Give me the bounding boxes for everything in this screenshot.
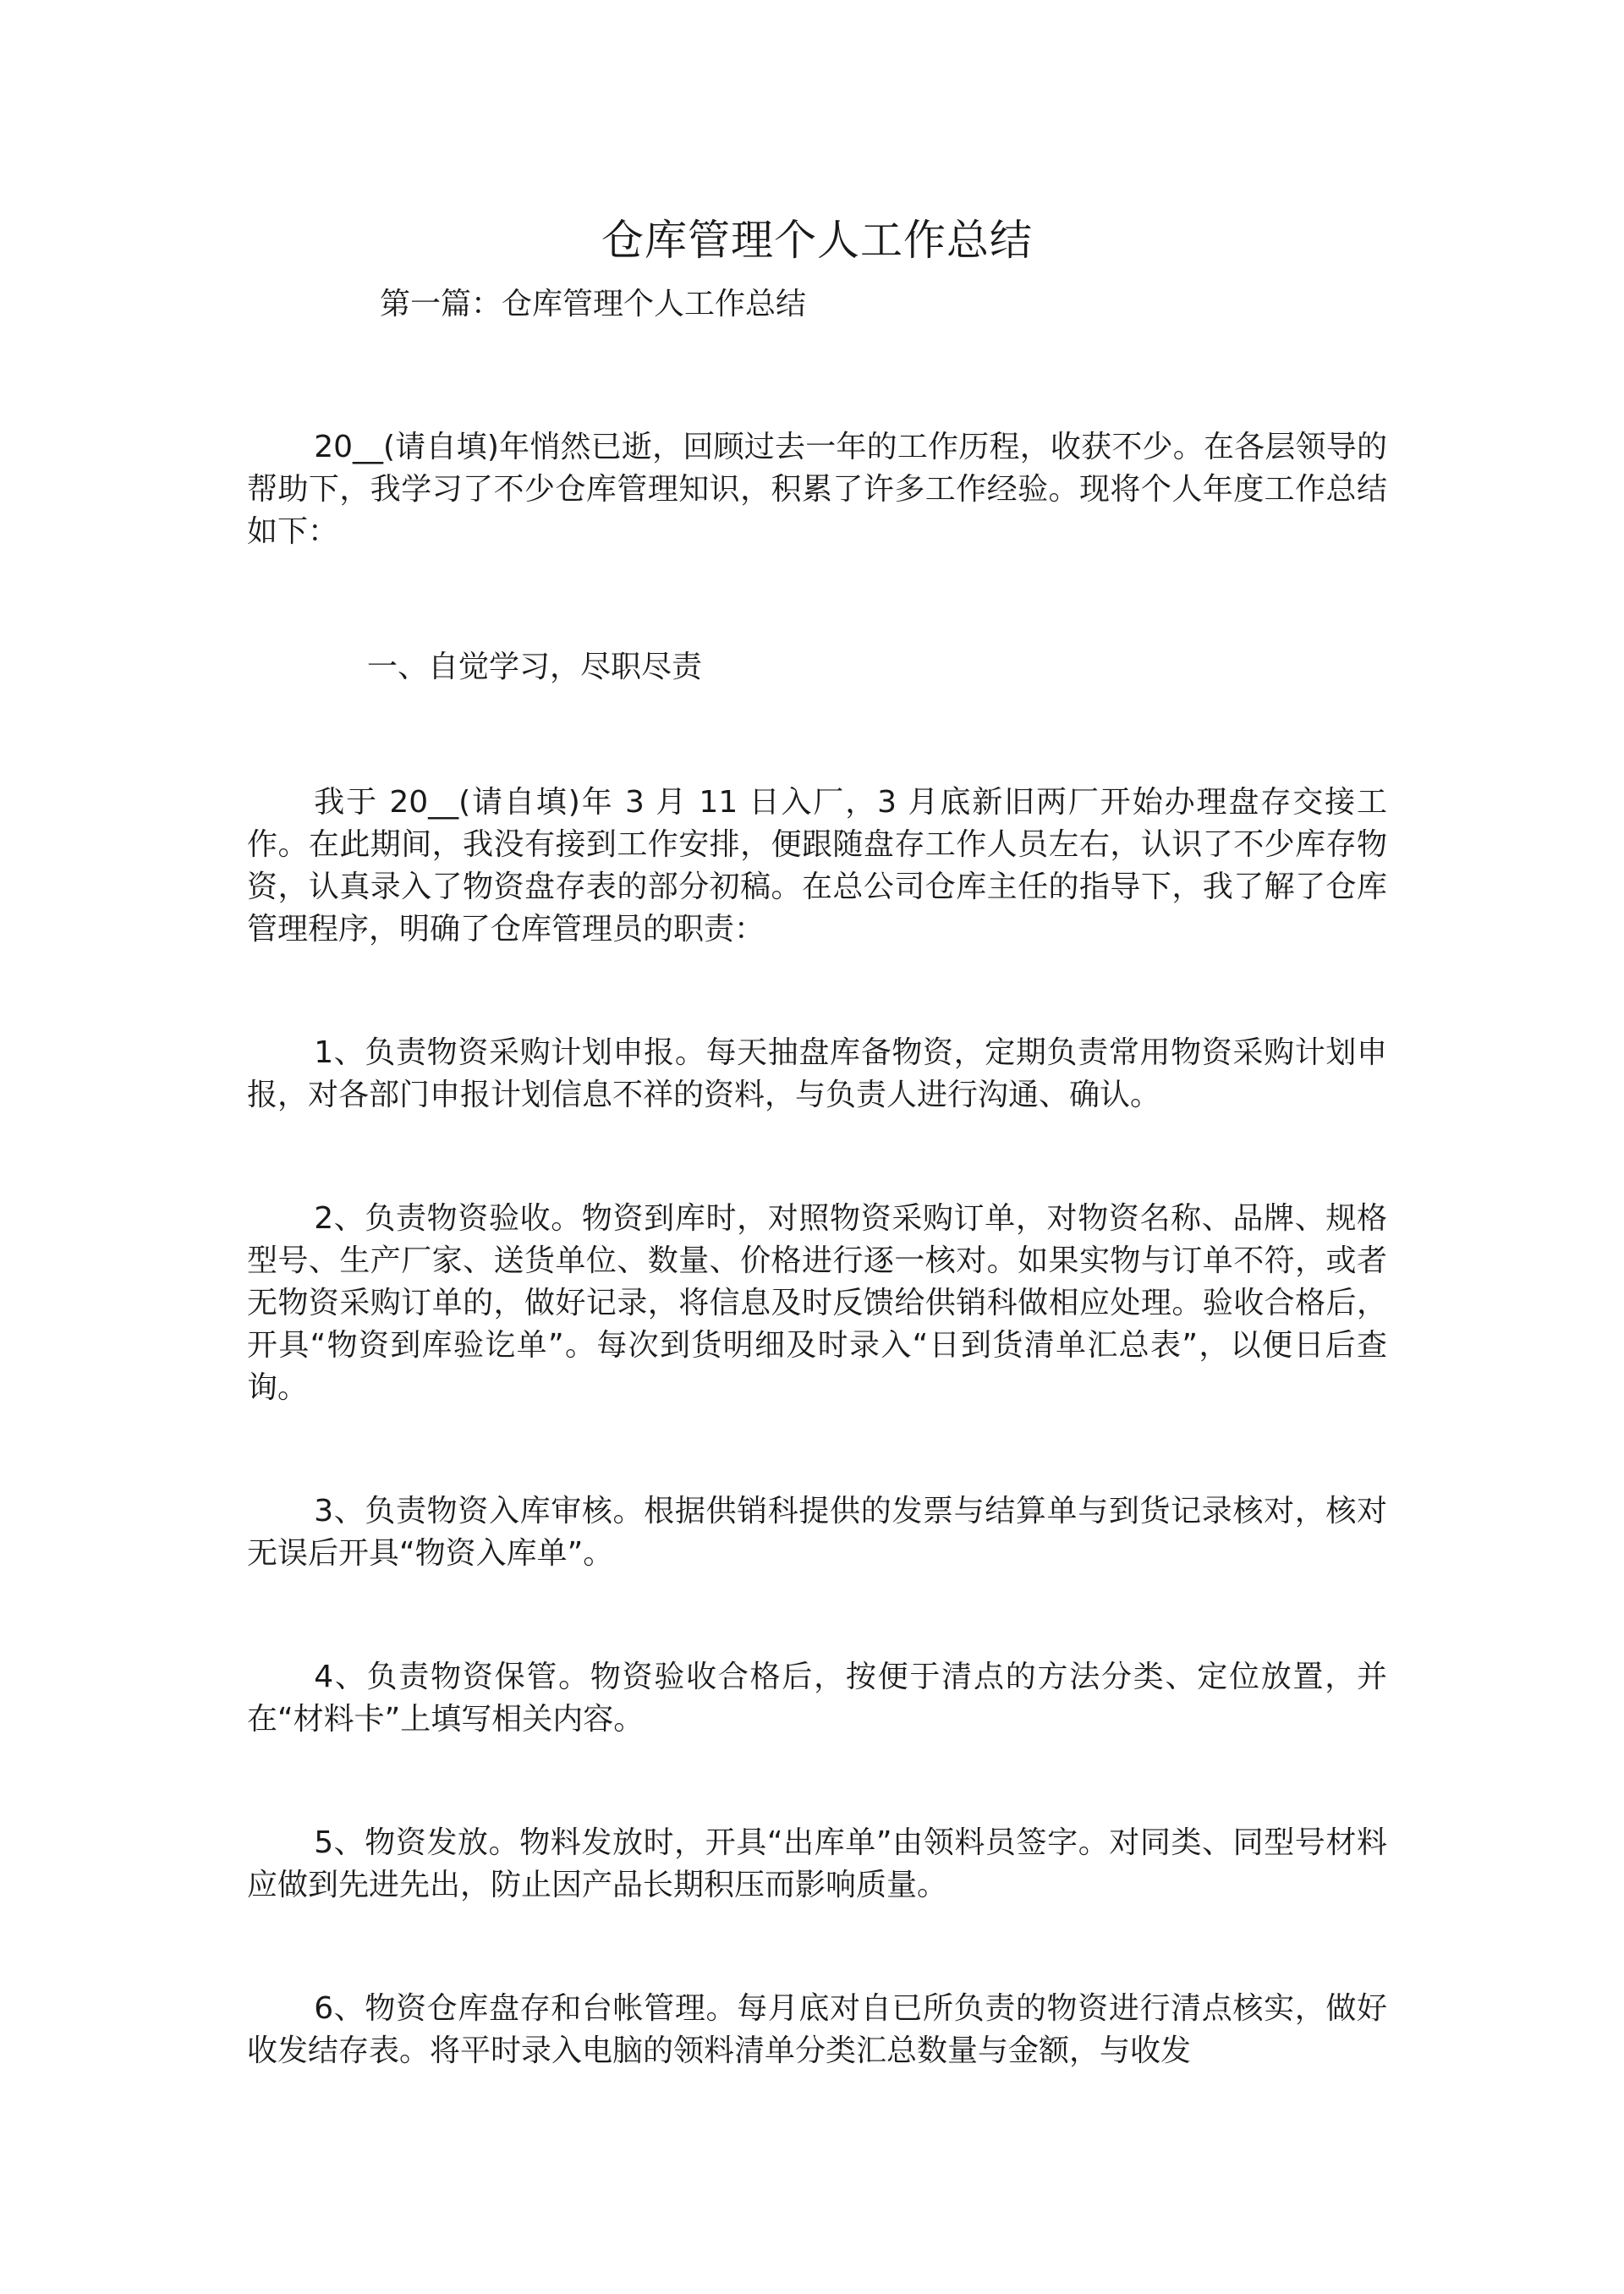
- spacer: [247, 1117, 1387, 1198]
- duty-item-4: 4、负责物资保管。物资验收合格后，按便于清点的方法分类、定位放置，并在“材料卡”上填写相关内容。: [247, 1660, 1387, 1737]
- spacer: [247, 1907, 1387, 1988]
- spacer: [247, 1575, 1387, 1656]
- spacer: [247, 1741, 1387, 1822]
- spacer: [247, 553, 1387, 646]
- document-title: 仓库管理个人工作总结: [601, 216, 1033, 265]
- duty-item-2: 2、负责物资验收。物资到库时，对照物资采购订单，对物资名称、品牌、规格型号、生产厂家、送货单位、数量、价格进行逐一核对。如果实物与订单不符，或者无物资采购订单的，做好记录，将信息及时反馈给供销科做相应处理。验收合格后，开具“物资到库验讫单”。每次到货明细及时录入“日到货清单汇总表”，以便日后查询。: [247, 1201, 1387, 1405]
- duty-item-6: 6、物资仓库盘存和台帐管理。每月底对自已所负责的物资进行清点核实，做好收发结存表。将平时录入电脑的领料清单分类汇总数量与金额，与收发: [247, 1991, 1387, 2068]
- spacer: [247, 951, 1387, 1032]
- duty-item-1: 1、负责物资采购计划申报。每天抽盘库备物资，定期负责常用物资采购计划申报，对各部门申报计划信息不祥的资料，与负责人进行沟通、确认。: [247, 1035, 1387, 1112]
- section-paragraph: 我于 20__(请自填)年 3 月 11 日入厂，3 月底新旧两厂开始办理盘存交接工作。在此期间，我没有接到工作安排，便跟随盘存工作人员左右，认识了不少库存物资，认真录入了物资盘存表的部分初稿。在总公司仓库主任的指导下，我了解了仓库管理程序，明确了仓库管理员的职责：: [247, 785, 1387, 947]
- section-heading: 一、自觉学习，尽职尽责: [367, 650, 703, 684]
- duty-item-5: 5、物资发放。物料发放时，开具“出库单”由领料员签字。对同类、同型号材料应做到先进先出，防止因产品长期积压而影响质量。: [247, 1825, 1387, 1902]
- spacer: [247, 689, 1387, 782]
- spacer: [247, 1409, 1387, 1490]
- duty-item-3: 3、负责物资入库审核。根据供销科提供的发票与结算单与到货记录核对，核对无误后开具“物资入库单”。: [247, 1494, 1387, 1571]
- intro-paragraph: 20__(请自填)年悄然已逝，回顾过去一年的工作历程，收获不少。在各层领导的帮助下，我学习了不少仓库管理知识，积累了许多工作经验。现将个人年度工作总结如下：: [247, 430, 1387, 549]
- document-subtitle: 第一篇：仓库管理个人工作总结: [380, 287, 807, 321]
